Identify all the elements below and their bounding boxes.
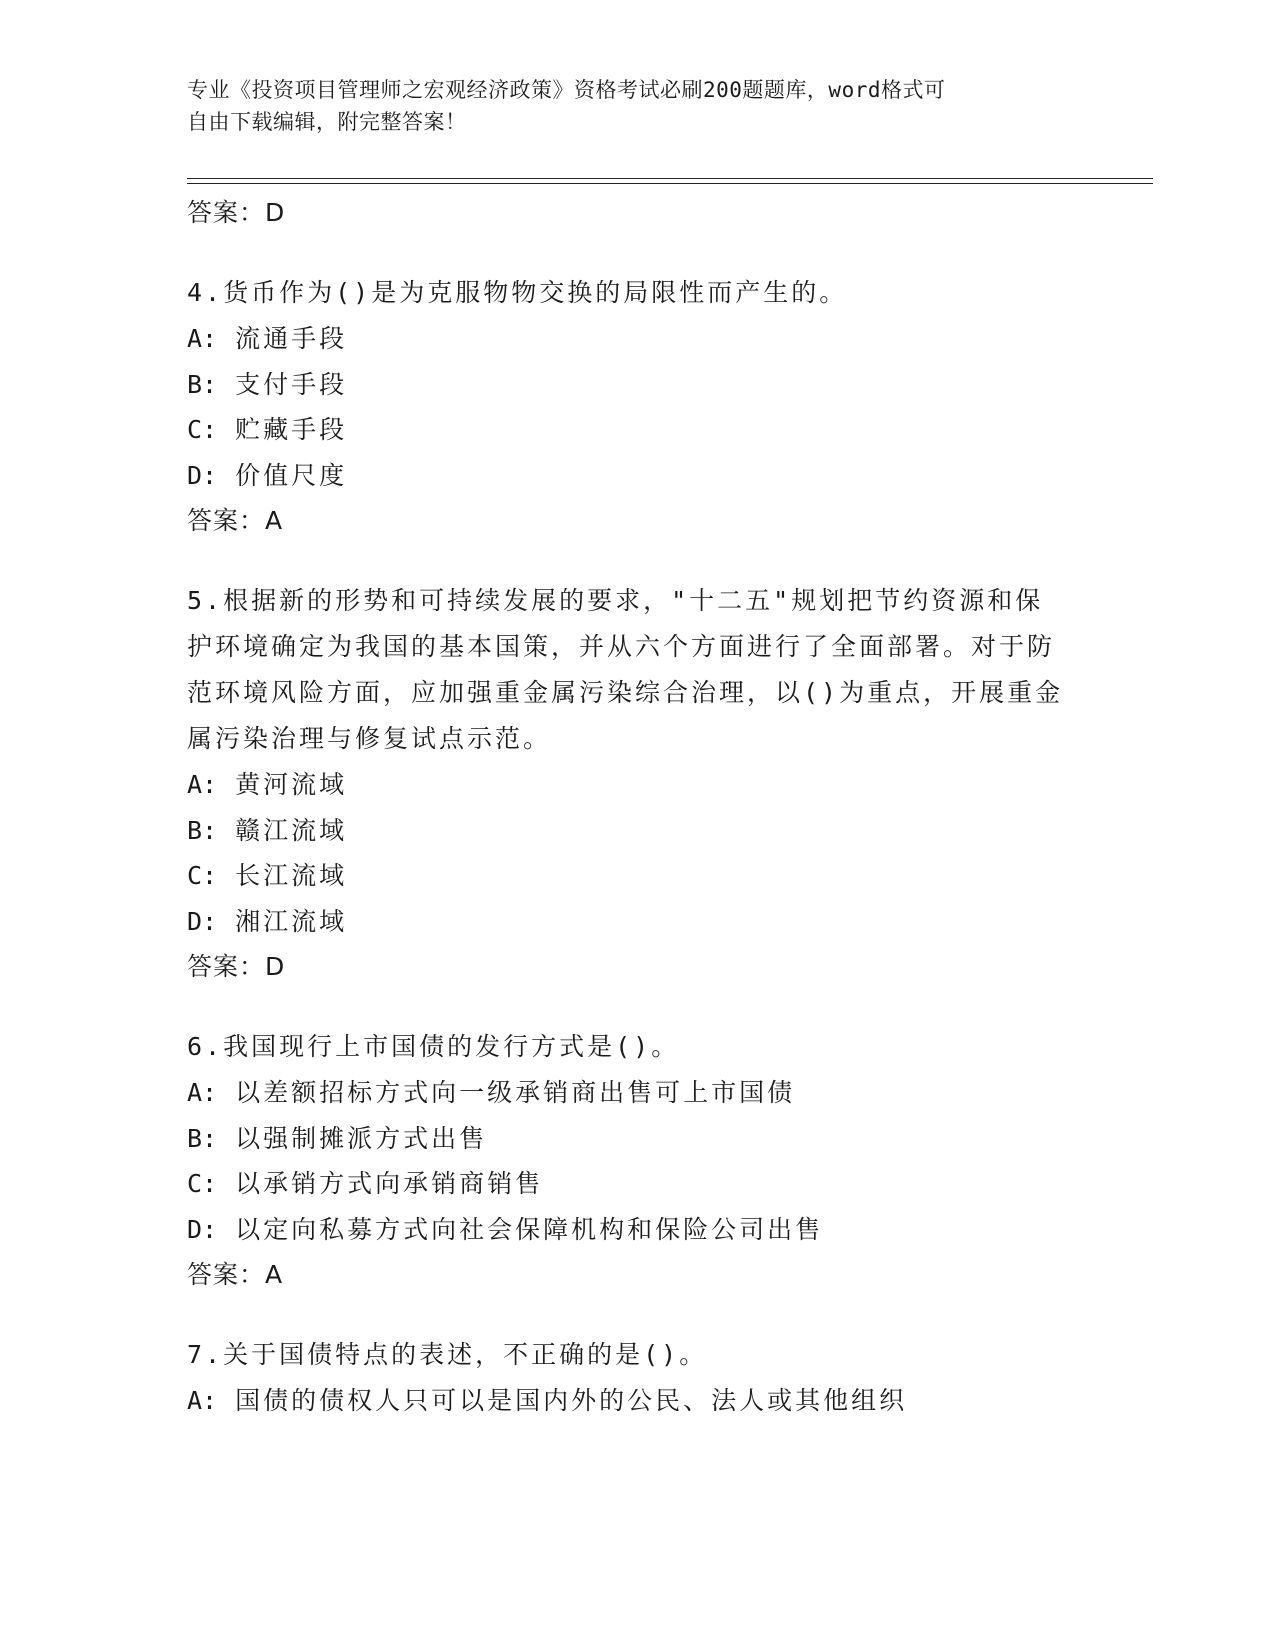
question-text: 5.根据新的形势和可持续发展的要求，"十二五"规划把节约资源和保护环境确定为我国的基本国策，并从六个方面进行了全面部署。对于防范环境风险方面，应加强重金属污染综合治理，以()为重点，开展重金属污染治理与修复试点示范。 xyxy=(187,586,1064,753)
option-b xyxy=(187,362,1067,408)
option-d xyxy=(187,1207,1067,1253)
document-header xyxy=(187,74,1067,138)
option-text: 流通手段 xyxy=(235,324,348,353)
option-letter: A: xyxy=(187,1078,218,1107)
option-a xyxy=(187,1070,1067,1116)
option-b xyxy=(187,808,1067,854)
question-4 xyxy=(187,270,1067,544)
answer: 答案：D xyxy=(187,952,286,981)
option-c xyxy=(187,853,1067,899)
option-d xyxy=(187,453,1067,499)
question-text: 6.我国现行上市国债的发行方式是()。 xyxy=(187,1032,680,1061)
option-text: 价值尺度 xyxy=(235,460,348,490)
option-text: 贮藏手段 xyxy=(235,415,348,444)
question-text: 4.货币作为()是为克服物物交换的局限性而产生的。 xyxy=(187,278,848,307)
option-text: 国债的债权人只可以是国内外的公民、法人或其他组织 xyxy=(235,1386,908,1415)
option-a xyxy=(187,316,1067,362)
question-7 xyxy=(187,1332,1067,1424)
option-letter: A: xyxy=(187,1386,218,1415)
option-c xyxy=(187,407,1067,453)
option-letter: B: xyxy=(187,1123,218,1153)
option-letter: D: xyxy=(187,460,218,490)
option-d xyxy=(187,899,1067,945)
option-letter: C: xyxy=(187,1169,218,1198)
option-letter: D: xyxy=(187,1214,218,1244)
option-text: 以定向私募方式向社会保障机构和保险公司出售 xyxy=(235,1214,824,1244)
previous-answer: 答案：D xyxy=(187,198,286,227)
option-text: 湘江流域 xyxy=(235,906,348,936)
option-letter: B: xyxy=(187,815,218,845)
answer: 答案：A xyxy=(187,1260,284,1289)
option-letter: A: xyxy=(187,324,218,353)
option-text: 支付手段 xyxy=(235,369,348,399)
option-letter: C: xyxy=(187,861,218,890)
question-6 xyxy=(187,1024,1067,1298)
question-5 xyxy=(187,578,1067,990)
question-list xyxy=(187,190,1067,1424)
question-text: 7.关于国债特点的表述，不正确的是()。 xyxy=(187,1340,708,1369)
option-a xyxy=(187,762,1067,808)
header-line-1: 专业《投资项目管理师之宏观经济政策》资格考试必刷200题题库，word格式可 xyxy=(187,78,946,102)
option-b xyxy=(187,1116,1067,1162)
option-text: 长江流域 xyxy=(235,861,348,890)
option-c xyxy=(187,1161,1067,1207)
header-line-2: 自由下载编辑，附完整答案！ xyxy=(187,110,467,134)
option-letter: A: xyxy=(187,770,218,799)
option-a xyxy=(187,1378,1067,1424)
option-text: 赣江流域 xyxy=(235,815,348,845)
answer: 答案：A xyxy=(187,506,284,535)
option-letter: C: xyxy=(187,415,218,444)
header-divider-top xyxy=(187,178,1153,179)
option-text: 黄河流域 xyxy=(235,770,348,799)
option-letter: D: xyxy=(187,906,218,936)
option-text: 以差额招标方式向一级承销商出售可上市国债 xyxy=(235,1078,796,1107)
option-text: 以强制摊派方式出售 xyxy=(235,1123,488,1153)
header-divider-bottom xyxy=(187,183,1153,184)
option-letter: B: xyxy=(187,369,218,399)
option-text: 以承销方式向承销商销售 xyxy=(235,1169,544,1198)
